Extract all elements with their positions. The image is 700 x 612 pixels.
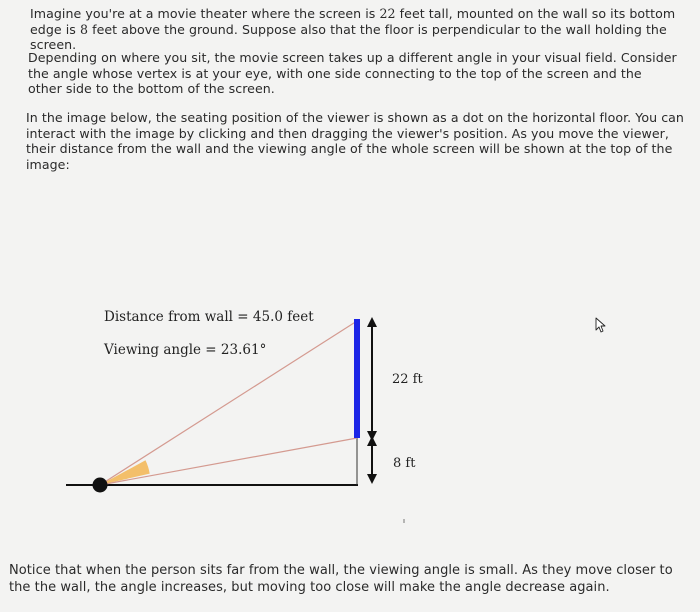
bottom-gap-label: 8 ft — [393, 456, 416, 471]
arrow-down-icon — [367, 474, 377, 484]
cursor-icon — [596, 318, 605, 332]
distance-readout: Distance from wall = 45.0 feet — [104, 309, 314, 325]
viewing-angle-wedge — [100, 460, 150, 485]
screen-height-label: 22 ft — [392, 372, 423, 387]
distance-value: 45.0 — [252, 309, 283, 325]
arrow-up-icon — [367, 436, 377, 446]
intro-text: feet above the ground. Suppose also that the floor is perpendicular to the wall holding the screen. — [30, 21, 667, 52]
screen-height-dimension — [367, 317, 377, 441]
sight-line-bottom — [100, 438, 357, 485]
angle-value: 23.61° — [220, 342, 267, 358]
intro-paragraph-3: In the image below, the seating position of the viewer is shown as a dot on the horizontal floor. You can interact with the image by clicking and then dragging the viewer's position. As you move the viewer, their distance from the wall and the viewing angle of the whole screen will be shown at the top of the image: — [26, 110, 684, 172]
viewer-position-handle[interactable] — [93, 478, 108, 493]
screen-height-value: 22 — [379, 6, 396, 21]
angle-label: Viewing angle — [104, 342, 202, 358]
intro-text: Imagine you're at a movie theater where the screen is — [30, 6, 380, 21]
bottom-height-value: 8 — [79, 21, 89, 37]
angle-readout: Viewing angle = 23.61° — [104, 342, 267, 358]
intro-text: feet tall, mounted on the wall so its bottom edge is — [30, 6, 676, 37]
closing-note: Notice that when the person sits far from the wall, the viewing angle is small. As they move closer to the the wall, the angle increases, but moving too close will make the angle decrease again. — [9, 563, 673, 595]
distance-label: Distance from wall — [104, 309, 233, 325]
intro-paragraph-2: Depending on where you sit, the movie screen takes up a different angle in your visual field. Consider the angle whose vertex is at your eye, with one side connecting to the top of the screen and the other side to the bottom of the screen. — [28, 50, 677, 96]
distance-unit: feet — [287, 309, 314, 325]
arrow-up-icon — [367, 317, 377, 327]
bottom-gap-dimension — [367, 436, 377, 484]
